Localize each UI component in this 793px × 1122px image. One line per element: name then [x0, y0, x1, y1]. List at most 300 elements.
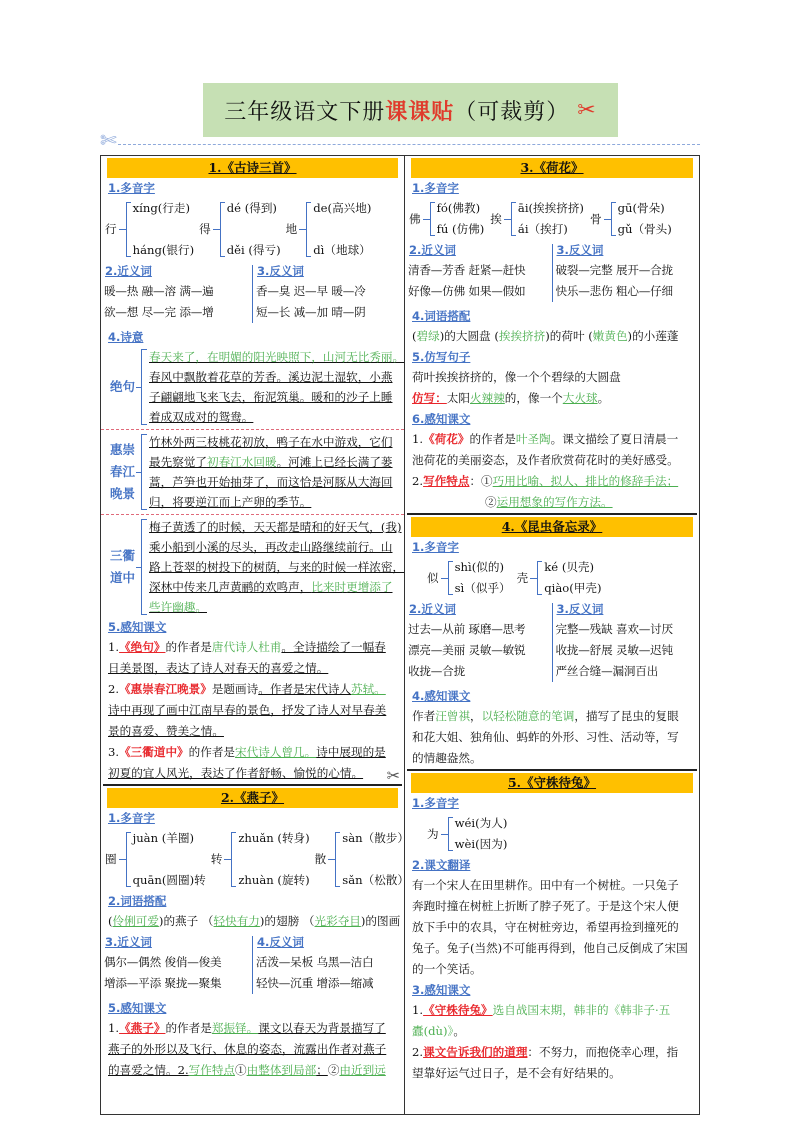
text-segment: 1. — [108, 640, 120, 654]
word-pair-row: 短—长 减—加 晴—阴 — [256, 305, 366, 319]
text-segment: 2. — [108, 682, 120, 696]
section-heading: 3.反义词 — [257, 265, 304, 278]
text-line — [101, 721, 404, 742]
text-segment: 《惠崇春江晚景》 — [119, 682, 212, 696]
text-line — [405, 727, 699, 748]
text-line — [405, 896, 699, 917]
text-segment: 2. — [412, 1045, 424, 1059]
poem-title: 惠崇春江晚景 — [109, 442, 135, 501]
polyphone-char: 地 — [285, 222, 298, 236]
text-segment: 的，像一个 — [504, 391, 563, 405]
word-pair-row: 清香—芳香 赶紧—赶快 — [408, 263, 526, 277]
pinyin-reading: zhuàn (旋转) — [238, 873, 310, 887]
text-segment: 光彩夺目 — [314, 914, 361, 928]
word-pair-row: 漂亮—美丽 灵敏—敏锐 — [408, 643, 526, 657]
text-line — [101, 1060, 404, 1081]
pinyin-reading: gū(骨朵) — [617, 201, 665, 215]
lesson-5-header — [411, 773, 693, 793]
pinyin-reading: juàn (羊圈) — [132, 831, 194, 845]
readings — [227, 198, 281, 261]
text-segment: 课文告诉我们的道理 — [423, 1045, 528, 1059]
pinyin-reading: āi(挨挨挤挤) — [517, 201, 584, 215]
text-segment: 春天来了，在明媚的阳光映照下，山河无比秀丽。 — [149, 350, 405, 364]
readings — [238, 828, 309, 891]
text-line — [405, 959, 699, 980]
word-pair-row: 好像—仿佛 如果—假如 — [408, 284, 526, 298]
text-segment: 深林中传来几声黄鹂的欢鸣声， — [149, 580, 312, 594]
polyphone-block — [405, 813, 699, 855]
pinyin-reading — [133, 849, 206, 870]
text-segment: 运用想象的写作方法。 — [496, 495, 613, 509]
text-segment: 以轻松随意的笔调 — [481, 709, 575, 723]
text-segment: 大火球 — [562, 391, 598, 405]
text-segment: 蒿，芦笋也开始抽芽了，而这恰是河豚从大海回 — [149, 475, 393, 489]
polyphone-group — [211, 828, 310, 891]
imitation-sentences — [405, 367, 699, 409]
polyphone-char: 似 — [427, 570, 439, 585]
lesson-title: 4.《昆虫备忘录》 — [501, 519, 603, 534]
readings — [133, 828, 206, 891]
polyphone-group — [199, 198, 281, 261]
left-column — [101, 156, 409, 1114]
text-segment: 《荷花》 — [423, 432, 470, 446]
section-heading: 1.多音字 — [412, 796, 459, 810]
text-segment: 《守株待兔》 — [423, 1003, 493, 1017]
text-segment: 的情趣盎然。 — [412, 751, 482, 765]
text-segment: )的燕子 （ — [158, 914, 214, 928]
text-segment: 选自战国末期，韩非的《韩非子·五 — [492, 1003, 671, 1017]
lesson-2-header — [107, 788, 398, 808]
text-segment: 初春江水回暖 — [206, 455, 277, 469]
poem-title: 三衢道中 — [109, 548, 135, 585]
bracket-stem — [441, 834, 448, 835]
text-segment: 荷叶挨挨挤挤的，像一个个碧绿的大圆盘 — [412, 370, 621, 384]
pinyin-reading: ái（挨打) — [517, 222, 568, 236]
text-segment: ：不努力，而抱侥幸心理，指 — [527, 1045, 679, 1059]
polyphone-char: 散 — [314, 852, 327, 866]
text-segment: 巧用比喻、拟人、排比的修辞手法； — [492, 474, 679, 488]
lesson-summary — [405, 706, 699, 769]
synonym-antonym — [101, 932, 404, 998]
polyphone-char: 转 — [210, 852, 223, 866]
bracket — [126, 202, 131, 257]
pinyin-reading: ké (贝壳) — [544, 560, 595, 574]
text-segment: 写作特点 — [423, 474, 470, 488]
text-segment: 。 — [597, 391, 610, 405]
text-segment: 燕子的外形以及飞行、休息的姿态，流露出作者对燕子 — [108, 1042, 387, 1056]
cut-line — [118, 144, 700, 145]
pinyin-reading: háng(银行) — [132, 243, 195, 257]
text-segment: 是题画诗 — [211, 682, 259, 696]
text-line — [101, 742, 404, 763]
page-title — [203, 83, 618, 137]
title-highlight: 课课贴 — [385, 98, 455, 125]
text-segment: 2. — [412, 474, 424, 488]
text-line — [405, 748, 699, 769]
text-segment: 池荷花的美丽姿态，及作者欣赏荷花时的美好感受。 — [412, 453, 679, 467]
polyphone-group — [427, 813, 507, 855]
text-segment: 伶俐可爱 — [112, 914, 159, 928]
text-segment: 春风中飘散着花草的芳香。溪边泥土湿软，小燕 — [149, 370, 393, 384]
divider — [407, 769, 697, 771]
text-segment: 挨挨挤挤 — [498, 329, 546, 343]
text-segment: 蠹(dù)》 — [412, 1024, 454, 1038]
divider — [407, 513, 697, 515]
text-segment: 宋代诗人曾几。 — [235, 745, 317, 759]
text-segment: )的图画 — [360, 914, 401, 928]
pinyin-reading: gǔ（骨头) — [617, 222, 672, 236]
pinyin-reading: xíng(行走) — [132, 201, 190, 215]
text-line — [149, 492, 393, 512]
text-segment: )的小莲蓬 — [627, 329, 679, 343]
synonym-antonym — [405, 599, 699, 686]
text-segment: 归，将要逆江而上产卵的季节。 — [149, 495, 312, 509]
text-line — [149, 347, 404, 367]
text-segment: 。河滩上已经长满了蒌 — [276, 455, 393, 469]
text-line — [405, 429, 699, 450]
pinyin-reading: quān(圆圈)转 — [132, 873, 206, 887]
polyphone-group — [286, 198, 372, 261]
bracket-stem — [504, 219, 511, 220]
section-heading: 6.感知课文 — [412, 412, 471, 426]
text-segment: 奔跑时撞在树桩上折断了脖子死了。于是这个宋人便 — [412, 899, 679, 913]
bracket — [335, 832, 340, 887]
word-collocations — [405, 326, 699, 347]
text-line — [101, 700, 404, 721]
readings — [313, 198, 371, 261]
text-line — [405, 875, 699, 896]
polyphone-char: 骨 — [589, 211, 602, 226]
section-heading: 1.多音字 — [412, 540, 459, 554]
lesson-title: 5.《守株待兔》 — [507, 775, 597, 790]
text-line — [405, 706, 699, 727]
text-segment: 《燕子》 — [119, 1021, 166, 1035]
text-segment: ； — [316, 1063, 328, 1077]
polyphone-group — [517, 557, 602, 599]
bracket — [126, 832, 131, 887]
text-segment: 诗中展现的是 — [316, 745, 386, 759]
bracket-stem — [423, 219, 430, 220]
text-line — [149, 537, 404, 557]
text-segment: 仿写： — [412, 391, 447, 405]
text-segment: 由整体到局部 — [246, 1063, 317, 1077]
text-line — [149, 577, 404, 597]
scissors-icon: ✄ — [100, 128, 117, 152]
poem-block — [101, 432, 404, 512]
poem-block — [101, 517, 404, 617]
text-line — [149, 407, 404, 427]
bracket-stem — [441, 578, 448, 579]
section-heading: 2.词语搭配 — [108, 894, 167, 908]
word-pair-row: 收拢—舒展 灵敏—迟钝 — [555, 643, 673, 657]
section-heading: 1.多音字 — [108, 811, 155, 825]
polyphone-char: 佛 — [409, 211, 421, 226]
text-segment: )的荷叶 ( — [545, 329, 593, 343]
poem-title: 绝句 — [109, 379, 135, 394]
word-pair-row: 收拢—合拢 — [408, 664, 465, 678]
bracket — [141, 349, 147, 425]
scissors-icon: ✂ — [386, 766, 400, 785]
text-line — [405, 492, 699, 513]
text-segment: 课文以春天为背景描写了 — [258, 1021, 386, 1035]
text-segment: )的翅膀 （ — [259, 914, 315, 928]
section-heading: 5.感知课文 — [108, 1001, 167, 1015]
polyphone-char: 壳 — [516, 570, 529, 585]
word-pair-row: 轻快—沉重 增添—缩减 — [256, 976, 374, 990]
text-segment: ( — [108, 914, 113, 928]
text-line — [101, 911, 404, 932]
pinyin-reading: qiào(甲壳) — [544, 581, 602, 595]
bracket-stem — [224, 859, 231, 860]
readings — [133, 198, 195, 261]
text-segment: 叶圣陶 — [515, 432, 551, 446]
text-line — [405, 326, 699, 347]
text-segment: 碧绿 — [416, 329, 440, 343]
word-pair-row: 活泼—呆板 乌黑—洁白 — [256, 955, 374, 969]
text-line — [405, 917, 699, 938]
pinyin-reading: shì(似的) — [454, 560, 504, 574]
text-line — [149, 452, 393, 472]
lesson-title: 3.《荷花》 — [520, 160, 584, 175]
text-segment: 乘小船到小溪的尽头，再改走山路继续前行。山 — [149, 540, 393, 554]
pinyin-reading: fú (仿佛) — [436, 222, 485, 236]
word-pair-row: 增添—平添 聚拢—聚集 — [104, 976, 222, 990]
lesson-summary — [405, 429, 699, 513]
polyphone-char: 为 — [427, 826, 439, 841]
text-line — [405, 1021, 699, 1042]
polyphone-block — [101, 198, 404, 261]
text-segment: 作者 — [412, 709, 436, 723]
synonym-antonym — [405, 240, 699, 306]
pinyin-reading — [342, 849, 409, 870]
bracket-stem — [119, 229, 126, 230]
polyphone-block — [405, 557, 699, 599]
text-line — [149, 367, 404, 387]
section-heading: 1.多音字 — [108, 181, 155, 195]
word-pair-row: 偶尔—偶然 俊俏—俊美 — [104, 955, 222, 969]
text-segment: 有一个宋人在田里耕作。田中有一个树桩。一只兔子 — [412, 878, 679, 892]
section-heading: 3.感知课文 — [412, 983, 471, 997]
section-heading: 5.感知课文 — [108, 620, 167, 634]
text-line — [149, 432, 393, 452]
word-pair-row: 完整—残缺 喜欢—讨厌 — [555, 622, 673, 636]
text-segment: 1. — [108, 1021, 120, 1035]
lesson-summary — [101, 1018, 404, 1081]
section-heading: 1.多音字 — [412, 181, 459, 195]
text-segment: 《绝句》 — [119, 640, 166, 654]
text-segment: 火辣辣 — [470, 391, 505, 405]
text-segment: 《三衢道中》 — [119, 745, 189, 759]
word-pair-row: 过去—从前 琢磨—思考 — [408, 622, 526, 636]
text-segment: 的喜爱之情。2. — [108, 1063, 189, 1077]
text-segment: 。全诗描绘了一幅春 — [281, 640, 386, 654]
word-collocations — [101, 911, 404, 932]
text-segment: ( — [412, 329, 417, 343]
polyphone-block — [101, 828, 409, 891]
bracket-stem — [299, 229, 306, 230]
text-line — [405, 450, 699, 471]
text-segment: 写作特点 — [188, 1063, 236, 1077]
text-segment: 1. — [412, 432, 424, 446]
readings — [455, 557, 511, 599]
text-segment: 比来时更增添了 — [311, 580, 393, 594]
text-segment: 最先察觉了 — [149, 455, 207, 469]
pinyin-reading: zhuǎn (转身) — [238, 831, 310, 845]
title-suffix: （可裁剪） — [454, 99, 570, 125]
section-heading: 4.感知课文 — [412, 689, 471, 703]
text-segment: 景的喜爱、赞美之情。 — [108, 724, 224, 738]
poem-block — [101, 347, 404, 427]
section-heading: 4.词语搭配 — [412, 309, 471, 323]
pinyin-reading: de(高兴地) — [313, 201, 372, 215]
pinyin-reading: wéi(为人) — [454, 816, 508, 830]
text-segment: )的大圆盘 ( — [439, 329, 499, 343]
readings — [544, 557, 601, 599]
text-segment: 太阳 — [446, 391, 470, 405]
lesson-3-header — [411, 158, 693, 178]
section-heading: 3.反义词 — [556, 244, 604, 257]
readings — [518, 198, 584, 240]
text-segment: 郑振铎。 — [211, 1021, 259, 1035]
text-segment: ：① — [469, 474, 493, 488]
text-segment: 汪曾祺 — [435, 709, 470, 723]
text-line — [405, 471, 699, 492]
text-segment: 的作者是 — [165, 1021, 212, 1035]
synonym-antonym — [101, 261, 404, 327]
pinyin-reading — [227, 219, 281, 240]
polyphone-group — [590, 198, 672, 240]
text-segment: ② — [485, 495, 497, 509]
text-segment: 和花大姐、独角仙、蚂蚱的外形、习性、活动等，写 — [412, 730, 679, 744]
section-heading: 2.近义词 — [409, 602, 456, 616]
scissors-icon: ✂ — [577, 97, 597, 123]
poem-meaning — [149, 347, 404, 427]
text-segment: 3. — [108, 745, 120, 759]
bracket — [220, 202, 225, 257]
bracket — [611, 202, 616, 236]
text-line — [149, 387, 404, 407]
polyphone-group — [409, 198, 484, 240]
lesson-summary — [405, 1000, 699, 1084]
polyphone-group — [105, 828, 206, 891]
dashed-separator — [101, 514, 404, 515]
text-segment: 唐代诗人杜甫 — [211, 640, 282, 654]
text-line — [101, 658, 404, 679]
pinyin-reading: fó(佛教) — [436, 201, 481, 215]
lesson-title: 1.《古诗三首》 — [208, 160, 297, 175]
poem-meanings — [101, 347, 404, 617]
polyphone-char: 圈 — [105, 852, 117, 866]
text-line — [149, 472, 393, 492]
text-line — [405, 1063, 699, 1084]
word-pair-row: 香—臭 迟—早 暖—冷 — [256, 284, 366, 298]
bracket-stem — [213, 229, 220, 230]
right-column — [405, 156, 699, 1114]
bracket — [537, 561, 542, 595]
pinyin-reading: dì（地球） — [313, 243, 371, 257]
pinyin-reading: sàn（散步） — [342, 831, 409, 845]
text-line — [101, 763, 404, 784]
text-segment: 嫩黄色 — [592, 329, 628, 343]
bracket — [430, 202, 435, 236]
text-segment: 苏轼。 — [350, 682, 386, 696]
section-heading: 3.近义词 — [105, 935, 152, 949]
readings — [437, 198, 485, 240]
polyphone-block — [405, 198, 699, 240]
text-line — [101, 1018, 404, 1039]
bracket-stem — [530, 578, 537, 579]
text-segment: ，描写了昆虫的复眼 — [574, 709, 679, 723]
text-segment: 轻快有力 — [213, 914, 260, 928]
polyphone-char: 挨 — [490, 211, 502, 226]
text-line — [149, 517, 404, 537]
text-segment: 。作者是宋代诗人 — [258, 682, 351, 696]
text-segment: 子翩翩地飞来飞去，衔泥筑巢。暖和的沙子上睡 — [149, 390, 393, 404]
text-segment: 的作者是 — [188, 745, 236, 759]
bracket-stem — [604, 219, 611, 220]
text-segment: ， — [470, 709, 482, 723]
text-segment: 由近到远 — [339, 1063, 386, 1077]
content-table — [100, 155, 700, 1115]
section-heading: 3.反义词 — [556, 603, 604, 616]
pinyin-reading — [133, 219, 195, 240]
bracket — [141, 519, 147, 615]
word-pair-row: 严丝合缝—漏洞百出 — [555, 664, 659, 678]
text-segment: 诗中再现了画中江南早春的景色，抒发了诗人对早春美 — [108, 703, 387, 717]
text-segment: 些许幽趣。 — [149, 600, 207, 614]
text-line — [405, 388, 699, 409]
poem-meaning — [149, 432, 393, 512]
text-line — [101, 679, 404, 700]
section-heading: 4.反义词 — [257, 936, 304, 949]
text-segment: 的作者是 — [469, 432, 516, 446]
section-heading: 2.课文翻译 — [412, 858, 471, 872]
text-segment: ① — [235, 1063, 247, 1077]
word-pair-row: 破裂—完整 展开—合拢 — [555, 263, 673, 277]
text-segment: 竹林外两三枝桃花初放，鸭子在水中游戏，它们 — [149, 435, 393, 449]
text-segment: 放下手中的农具，守在树桩旁边，希望再捡到撞死的 — [412, 920, 679, 934]
section-heading: 2.近义词 — [409, 243, 456, 257]
section-heading: 4.诗意 — [108, 330, 144, 344]
bracket — [448, 561, 453, 595]
poem-meaning — [149, 517, 404, 617]
title-prefix: 三年级语文下册 — [224, 99, 386, 125]
polyphone-group — [105, 198, 194, 261]
bracket — [141, 434, 147, 510]
text-segment: 的作者是 — [165, 640, 212, 654]
readings — [455, 813, 508, 855]
text-line — [405, 1042, 699, 1063]
lesson-title: 2.《燕子》 — [220, 790, 285, 805]
text-segment: 。 — [453, 1024, 465, 1038]
text-segment: 路上苍翠的树投下的树荫，与来的时候一样浓密， — [149, 560, 405, 574]
bracket — [448, 817, 453, 851]
polyphone-char: 行 — [105, 222, 117, 236]
polyphone-group — [315, 828, 409, 891]
text-segment: 兔子。兔子(当然)不可能再得到，他自己反倒成了宋国 — [412, 941, 688, 955]
pinyin-reading: wèi(因为) — [454, 837, 508, 851]
bracket — [511, 202, 516, 236]
text-segment: 。课文描绘了夏日清晨一 — [550, 432, 679, 446]
text-line — [405, 367, 699, 388]
bracket — [231, 832, 236, 887]
polyphone-group — [427, 557, 511, 599]
text-line — [101, 637, 404, 658]
pinyin-reading: dé (得到) — [226, 201, 277, 215]
readings — [618, 198, 672, 240]
polyphone-char: 得 — [199, 222, 211, 236]
section-heading: 2.近义词 — [105, 264, 152, 278]
